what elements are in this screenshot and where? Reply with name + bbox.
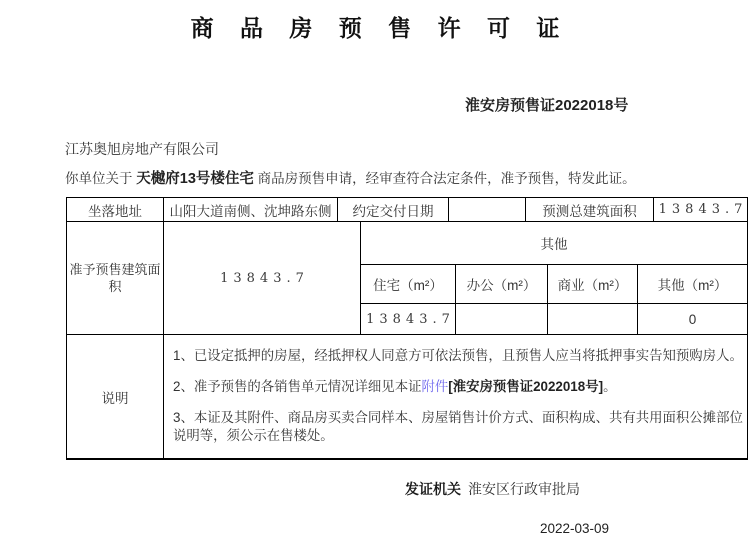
certificate-number: 淮安房预售证2022018号 — [465, 97, 629, 114]
note-2-period: 。 — [603, 379, 617, 394]
breakdown-value-row — [361, 304, 747, 334]
total-area-label-cell: 预测总建筑面积 — [526, 198, 654, 221]
address-value-cell: 山阳大道南侧、沈坤路东侧 — [164, 198, 338, 221]
note-3: 3、本证及其附件、商品房买卖合同样本、房屋销售计价方式、面积构成、共有共用面积公摊部位说明等，须公示在售楼处。 — [173, 410, 743, 443]
total-area-value-cell: 13843.7 — [658, 202, 747, 218]
intro-prefix: 你单位关于 — [65, 171, 137, 186]
other-header-cell: 其他 — [361, 222, 747, 265]
notes-content-cell — [164, 335, 747, 458]
issuer-line — [405, 479, 580, 499]
approved-area-label-cell: 准予预售建筑面积 — [67, 222, 164, 334]
issue-date: 2022-03-09 — [540, 521, 610, 536]
breakdown-header-row — [361, 265, 747, 304]
company-name: 江苏奥旭房地产有限公司 — [65, 141, 219, 157]
project-name: 天樾府13号楼住宅 — [136, 171, 254, 187]
area-breakdown-block — [361, 222, 747, 334]
breakdown-header-office: 办公（m²） — [456, 265, 548, 303]
table-row-notes — [67, 335, 747, 458]
breakdown-value-commercial — [548, 304, 638, 334]
approved-area-value-cell: 13843.7 — [164, 222, 361, 334]
breakdown-header-other: 其他（m²） — [657, 278, 728, 294]
delivery-date-value-cell — [449, 198, 526, 221]
notes-label-cell: 说明 — [67, 335, 164, 458]
breakdown-value-residential: 13843.7 — [361, 304, 456, 334]
note-2-text: 2、准予预售的各销售单元情况详细见本证 — [173, 379, 422, 394]
issuer-label: 发证机关 — [405, 481, 461, 497]
address-label-cell: 坐落地址 — [67, 198, 164, 221]
breakdown-value-office — [456, 304, 548, 334]
note-2-cert-ref: [淮安房预售证2022018号] — [448, 379, 604, 394]
delivery-date-label-cell: 约定交付日期 — [338, 198, 449, 221]
breakdown-header-residential: 住宅（m²） — [361, 265, 456, 303]
breakdown-header-commercial: 商业（m²） — [548, 265, 638, 303]
table-row-approved-area — [67, 222, 747, 335]
intro-line — [65, 167, 748, 188]
intro-suffix: 商品房预售申请，经审查符合法定条件，准予预售，特发此证。 — [253, 171, 636, 186]
table-row-location — [67, 198, 747, 222]
permit-table — [66, 197, 748, 460]
note-1: 1、已设定抵押的房屋，经抵押权人同意方可依法预售，且预售人应当将抵押事实告知预购房人。 — [173, 348, 743, 363]
breakdown-value-other: 0 — [688, 311, 697, 327]
issuer-name: 淮安区行政审批局 — [468, 481, 580, 497]
page-title: 商 品 房 预 售 许 可 证 — [190, 15, 570, 41]
note-2 — [173, 378, 743, 396]
attachment-link[interactable]: 附件 — [421, 379, 449, 394]
